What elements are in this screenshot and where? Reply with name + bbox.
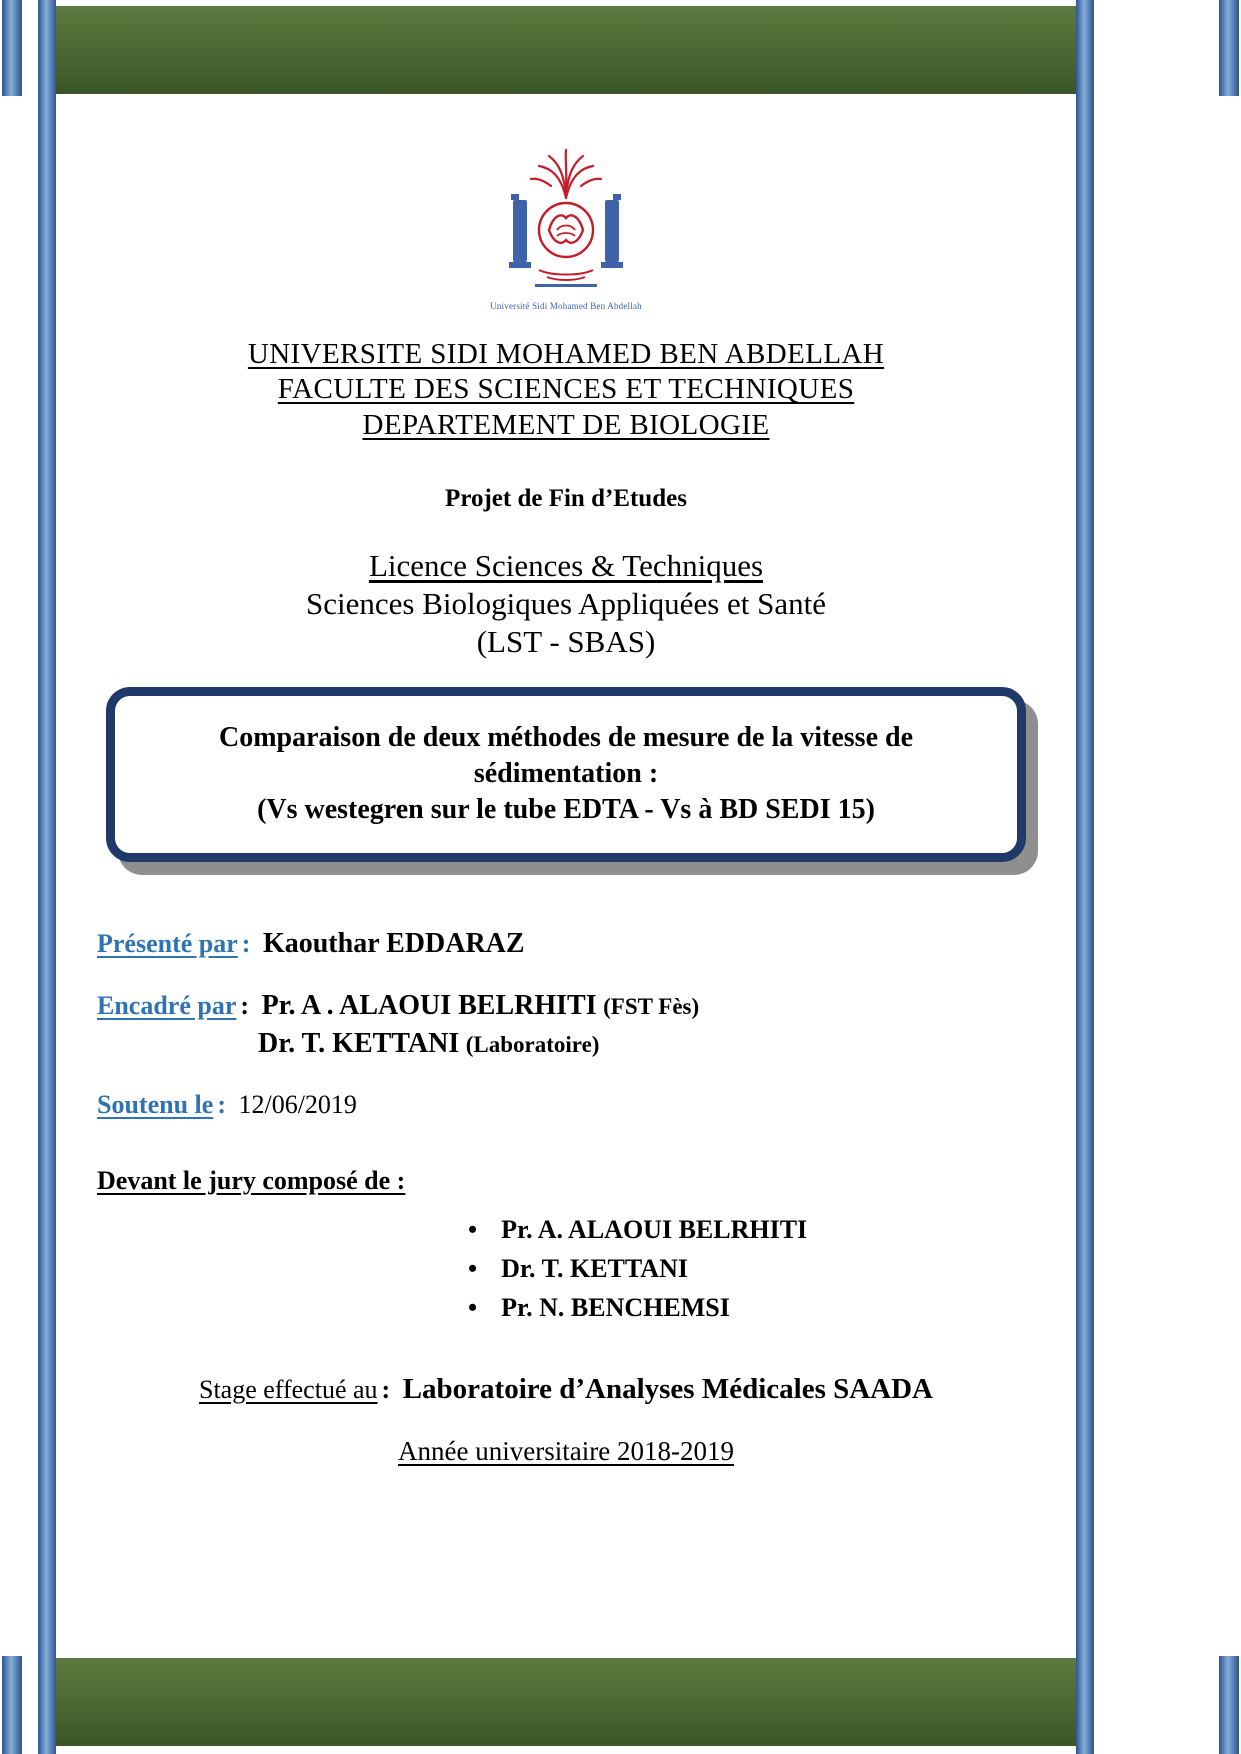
internship-value: Laboratoire d’Analyses Médicales SAADA [402,1372,934,1405]
thesis-title-box [106,687,1026,862]
project-type: Projet de Fin d’Etudes [445,485,687,513]
colon-separator: : [217,1089,226,1119]
border-right-bar [1076,0,1094,1754]
supervisor2-name: Dr. T. KETTANI [258,1027,460,1059]
border-top-bar [56,6,1076,94]
thesis-title-line2: sédimentation : [473,757,659,789]
thesis-title-line3: (Vs westegren sur le tube EDTA - Vs à BD SEDI 15) [257,794,875,826]
jury-label: Devant le jury composé de : [97,1165,406,1195]
presented-by-label: Présenté par [97,928,238,958]
internship-label: Stage effectué au [198,1374,378,1404]
border-corner-bottom-left [2,1656,22,1754]
supervisor1-affiliation: (FST Fès) [603,993,700,1019]
supervisor2-affiliation: (Laboratoire) [465,1031,600,1057]
border-corner-bottom-right [1219,1656,1239,1754]
logo-caption: Université Sidi Mohamed Ben Abdellah [490,301,642,311]
defended-on-label: Soutenu le [97,1089,214,1119]
supervisor2-row [258,1028,1076,1060]
colon-separator: : [241,928,251,958]
department-name: DEPARTEMENT DE BIOLOGIE [362,408,770,441]
presented-by-value: Kaouthar EDDARAZ [262,927,525,959]
border-corner-top-right [1219,0,1239,96]
defended-on-value: 12/06/2019 [238,1089,357,1119]
faculty-name: FACULTE DES SCIENCES ET TECHNIQUES [277,373,855,406]
internship-row [56,1373,1076,1406]
border-left-bar [38,0,56,1754]
jury-member: • Dr. T. KETTANI [468,1249,1076,1288]
university-logo-icon [491,146,641,294]
presented-by-row [97,928,1076,960]
degree-abbreviation: (LST - SBAS) [476,623,656,659]
defended-on-row [97,1090,1076,1120]
degree-block [56,547,1076,660]
supervised-by-row [97,990,1076,1022]
jury-member: • Pr. N. BENCHEMSI [468,1288,1076,1327]
supervisor1-name: Pr. A . ALAOUI BELRHITI [261,989,597,1021]
thesis-title-line1: Comparaison de deux méthodes de mesure de la vitesse de [218,721,913,753]
cover-content [56,96,1076,1467]
academic-year: Année universitaire 2018-2019 [398,1435,734,1466]
jury-member: • Pr. A. ALAOUI BELRHITI [468,1210,1076,1249]
border-bottom-bar [56,1658,1076,1746]
supervised-by-label: Encadré par [97,990,237,1020]
jury-list [468,1210,1076,1327]
colon-separator: : [381,1374,391,1404]
university-logo [481,146,651,311]
border-corner-top-left [2,0,22,96]
university-name: UNIVERSITE SIDI MOHAMED BEN ABDELLAH [247,338,885,370]
colon-separator: : [240,990,250,1020]
degree-name: Licence Sciences & Techniques [368,548,764,584]
specialty-name: Sciences Biologiques Appliquées et Santé [305,585,827,621]
institution-block [56,337,1076,443]
